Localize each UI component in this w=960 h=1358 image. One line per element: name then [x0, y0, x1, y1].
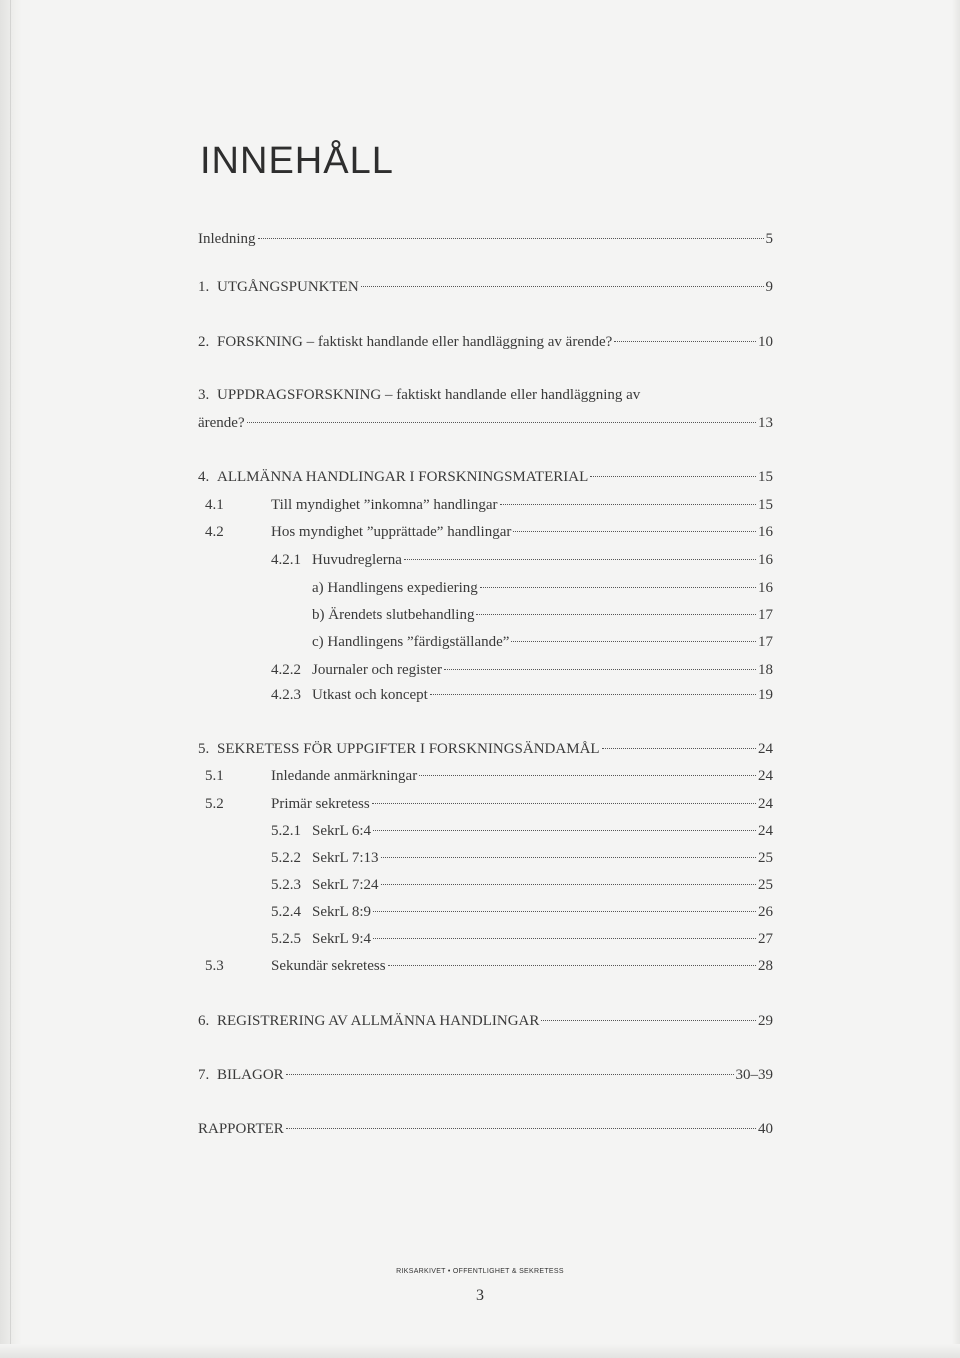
toc-label: Huvudreglerna	[312, 552, 402, 568]
toc-leader	[286, 1128, 756, 1129]
toc-leader	[419, 775, 756, 776]
toc-number: 5.1	[205, 768, 224, 784]
toc-page: 25	[758, 877, 773, 893]
toc-label: RAPPORTER	[198, 1121, 284, 1137]
toc-leader	[258, 238, 764, 239]
toc-number: 5.2	[205, 796, 224, 812]
page-number: 3	[476, 1287, 484, 1304]
toc-label: REGISTRERING AV ALLMÄNNA HANDLINGAR	[217, 1013, 540, 1029]
toc-entry	[205, 765, 773, 787]
toc-number: 4.	[198, 469, 210, 485]
toc-entry	[271, 874, 773, 896]
toc-leader	[476, 614, 756, 615]
toc-leader	[286, 1074, 734, 1075]
toc-leader	[381, 884, 756, 885]
running-footer: RIKSARKIVET • OFFENTLIGHET & SEKRETESS	[396, 1268, 564, 1275]
toc-entry	[198, 1118, 773, 1140]
toc-leader	[614, 341, 756, 342]
toc-label: Hos myndighet ”upprättade” handlingar	[271, 524, 512, 540]
toc-page: 24	[758, 741, 773, 757]
toc-entry	[198, 738, 773, 760]
toc-number: 5.2.2	[271, 850, 301, 866]
toc-entry	[271, 928, 773, 950]
toc-entry	[198, 1010, 773, 1032]
toc-label: ärende?	[198, 415, 245, 431]
toc-label: Inledning	[198, 231, 256, 247]
toc-page: 15	[758, 497, 773, 513]
toc-number: 4.2.2	[271, 662, 301, 678]
toc-leader	[602, 748, 756, 749]
toc-number: 6.	[198, 1013, 210, 1029]
toc-number: 4.2.1	[271, 552, 301, 568]
toc-entry	[198, 228, 773, 250]
toc-leader	[480, 587, 756, 588]
toc-leader	[373, 911, 756, 912]
toc-page: 40	[758, 1121, 773, 1137]
toc-entry	[205, 955, 773, 977]
toc-label: SekrL 6:4	[312, 823, 372, 839]
toc-entry	[271, 659, 773, 681]
toc-label: Journaler och register	[312, 662, 442, 678]
toc-leader	[373, 830, 756, 831]
toc-entry	[271, 847, 773, 869]
toc-number: 3.	[198, 387, 210, 403]
toc-page: 29	[758, 1013, 773, 1029]
toc-number: 5.	[198, 741, 210, 757]
toc-page: 26	[758, 904, 773, 920]
toc-number: 5.2.3	[271, 877, 301, 893]
toc-leader	[388, 965, 756, 966]
toc-entry	[198, 331, 773, 353]
toc-label: SEKRETESS FÖR UPPGIFTER I FORSKNINGSÄNDAMÅL	[217, 741, 600, 757]
toc-leader	[381, 857, 756, 858]
toc-entry	[205, 494, 773, 516]
toc-leader	[513, 531, 756, 532]
toc-leader	[373, 938, 756, 939]
toc-entry	[312, 631, 773, 653]
toc-entry	[198, 384, 773, 406]
toc-number: 1.	[198, 279, 210, 295]
toc-entry	[198, 466, 773, 488]
toc-page: 13	[758, 415, 773, 431]
toc-number: 5.2.4	[271, 904, 301, 920]
toc-entry	[198, 276, 773, 298]
toc-page: 24	[758, 823, 773, 839]
toc-entry	[271, 684, 773, 706]
toc-label: SekrL 7:24	[312, 877, 379, 893]
toc-label: BILAGOR	[217, 1067, 284, 1083]
toc-leader	[500, 504, 756, 505]
toc-number: 7.	[198, 1067, 210, 1083]
toc-entry	[312, 577, 773, 599]
toc-number: 4.1	[205, 497, 224, 513]
toc-number: 5.2.1	[271, 823, 301, 839]
toc-page: 18	[758, 662, 773, 678]
toc-page: 25	[758, 850, 773, 866]
toc-page: 19	[758, 687, 773, 703]
toc-page: 28	[758, 958, 773, 974]
toc-entry	[198, 412, 773, 434]
toc-leader	[590, 476, 756, 477]
toc-page: 16	[758, 552, 773, 568]
toc-page: 30–39	[735, 1067, 773, 1083]
toc-number: 5.2.5	[271, 931, 301, 947]
toc-page: 15	[758, 469, 773, 485]
toc-label: c) Handlingens ”färdigställande”	[312, 634, 510, 650]
toc-number: 2.	[198, 334, 210, 350]
toc-label: UPPDRAGSFORSKNING – faktiskt handlande eller handläggning av	[217, 387, 641, 403]
toc-page: 16	[758, 524, 773, 540]
toc-leader	[404, 559, 756, 560]
toc-entry	[312, 604, 773, 626]
toc-label: Utkast och koncept	[312, 687, 428, 703]
toc-leader	[511, 641, 756, 642]
toc-label: FORSKNING – faktiskt handlande eller handläggning av ärende?	[217, 334, 613, 350]
toc-page: 16	[758, 580, 773, 596]
toc-page: 5	[765, 231, 773, 247]
toc-label: SekrL 7:13	[312, 850, 379, 866]
toc-page: 17	[758, 634, 773, 650]
toc-number: 5.3	[205, 958, 224, 974]
toc-number: 4.2.3	[271, 687, 301, 703]
toc-page: 24	[758, 796, 773, 812]
toc-label: UTGÅNGSPUNKTEN	[217, 279, 359, 295]
toc-page: 9	[765, 279, 773, 295]
toc-label: a) Handlingens expediering	[312, 580, 478, 596]
toc-entry	[271, 901, 773, 923]
toc-leader	[541, 1020, 756, 1021]
toc-entry	[271, 820, 773, 842]
toc-label: ALLMÄNNA HANDLINGAR I FORSKNINGSMATERIAL	[217, 469, 589, 485]
toc-leader	[430, 694, 756, 695]
toc-leader	[372, 803, 756, 804]
toc-label: Inledande anmärkningar	[271, 768, 418, 784]
toc-page: 10	[758, 334, 773, 350]
toc-label: SekrL 9:4	[312, 931, 372, 947]
toc-entry	[205, 793, 773, 815]
toc-label: Till myndighet ”inkomna” handlingar	[271, 497, 498, 513]
toc-entry	[205, 521, 773, 543]
toc-label: Sekundär sekretess	[271, 958, 386, 974]
toc-leader	[247, 422, 756, 423]
page-title: INNEHÅLL	[200, 140, 394, 182]
toc-label: Primär sekretess	[271, 796, 370, 812]
toc-entry	[271, 549, 773, 571]
toc-page: 27	[758, 931, 773, 947]
toc-page: 24	[758, 768, 773, 784]
toc-leader	[361, 286, 764, 287]
toc-entry	[198, 1064, 773, 1086]
toc-label: b) Ärendets slutbehandling	[312, 607, 475, 623]
toc-number: 4.2	[205, 524, 224, 540]
toc-leader	[444, 669, 756, 670]
toc-page: 17	[758, 607, 773, 623]
toc-label: SekrL 8:9	[312, 904, 372, 920]
